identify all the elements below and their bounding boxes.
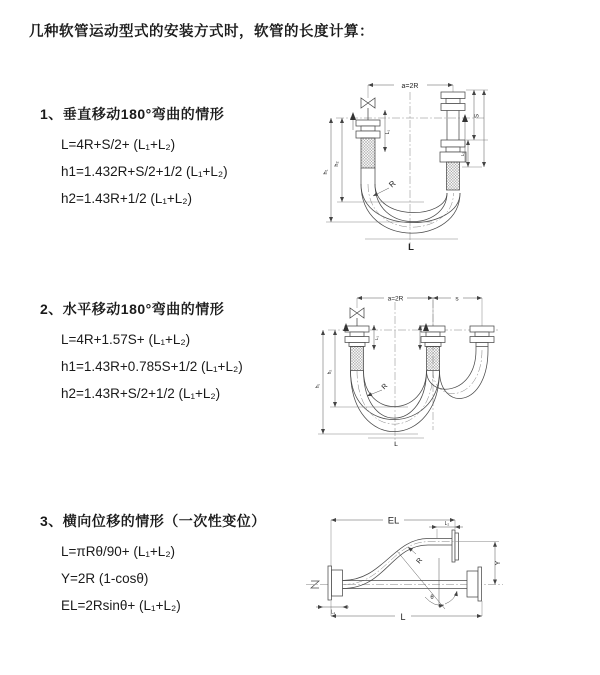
upper-right-flange: [452, 530, 459, 562]
hose-u-bend: [361, 184, 460, 233]
dim-label-L1: L₁: [374, 335, 379, 341]
right-pipe-fitting-lower: [440, 140, 466, 162]
dim-label-s: s: [455, 295, 459, 303]
dim-label-L1: L₁: [330, 609, 336, 616]
dim-label-L: L: [394, 441, 398, 448]
right-pipe-fitting: [470, 326, 494, 347]
dim-label-theta: θ: [430, 595, 434, 601]
valve-icon: [361, 98, 375, 120]
dim-label-S: S: [474, 113, 481, 119]
dim-label-R: R: [387, 178, 398, 190]
formula-h2: h2=1.43R+1/2 (L₁+L₂): [61, 191, 193, 206]
formula-L: L=4R+S/2+ (L₁+L₂): [61, 137, 176, 152]
dim-label-h1: h₁: [315, 383, 321, 389]
up-arrow: [350, 112, 356, 120]
section-1-formulas: [40, 131, 228, 212]
formula-L: L=πRθ/90+ (L₁+L₂): [61, 544, 176, 559]
dim-label-h1: h₁: [323, 169, 329, 175]
diagram-horizontal-180-bend: [310, 280, 590, 470]
right-pipe-fitting-upper: [441, 92, 465, 111]
page-title: 几种软管运动型式的安装方式时，软管的长度计算：: [29, 24, 374, 40]
section-3-formulas: [40, 538, 266, 619]
formula-Y: Y=2R (1-cosθ): [61, 571, 149, 586]
diagram-vertical-180-bend: [310, 72, 590, 262]
braided-hose-section: [447, 162, 460, 190]
dim-label-R: R: [380, 382, 390, 392]
section-2-heading: 2、水平移动180°弯曲的情形: [40, 301, 225, 317]
dim-label-R: R: [415, 556, 425, 566]
dim-label-L1: L₁: [385, 129, 391, 135]
left-pipe-fitting: [345, 326, 369, 347]
section-1-heading: 1、垂直移动180°弯曲的情形: [40, 106, 225, 122]
dim-label-a2R: a=2R: [387, 295, 404, 303]
formula-EL: EL=2Rsinθ+ (L₁+L₂): [61, 598, 181, 613]
formula-h1: h1=1.43R+0.785S+1/2 (L₁+L₂): [61, 359, 243, 374]
angle-theta-construction: [397, 551, 457, 609]
braided-hose-section: [427, 347, 440, 371]
dim-label-L: L: [408, 242, 414, 253]
dim-label-L: L: [400, 612, 406, 622]
lower-right-flange: [467, 567, 482, 601]
left-pipe-fitting: [356, 120, 380, 138]
section-2-formulas: [40, 326, 243, 407]
formula-h1: h1=1.432R+S/2+1/2 (L₁+L₂): [61, 164, 228, 179]
section-vertical-movement: [40, 104, 228, 212]
formula-h2: h2=1.43R+S/2+1/2 (L₁+L₂): [61, 386, 221, 401]
dim-label-a2R: a=2R: [401, 82, 419, 90]
dim-label-Y: Y: [495, 560, 502, 566]
section-lateral-displacement: [40, 511, 266, 619]
formula-L: L=4R+1.57S+ (L₁+L₂): [61, 332, 191, 347]
braided-hose-section: [361, 138, 375, 168]
valve-icon: [350, 308, 364, 326]
dim-label-h2: h₂: [327, 369, 333, 375]
left-flange: [328, 566, 343, 600]
dim-label-h2: h₂: [334, 161, 340, 167]
section-horizontal-movement: [40, 299, 243, 407]
braided-hose-section: [351, 347, 364, 371]
dim-label-L2: L₂: [444, 521, 450, 527]
dim-label-EL: EL: [387, 515, 400, 527]
hose-s-curve: [343, 539, 459, 589]
diagram-lateral-displacement: [298, 500, 513, 635]
section-3-heading: 3、横向位移的情形（一次性变位）: [40, 513, 266, 529]
dim-label-L2: L₂: [460, 151, 465, 157]
